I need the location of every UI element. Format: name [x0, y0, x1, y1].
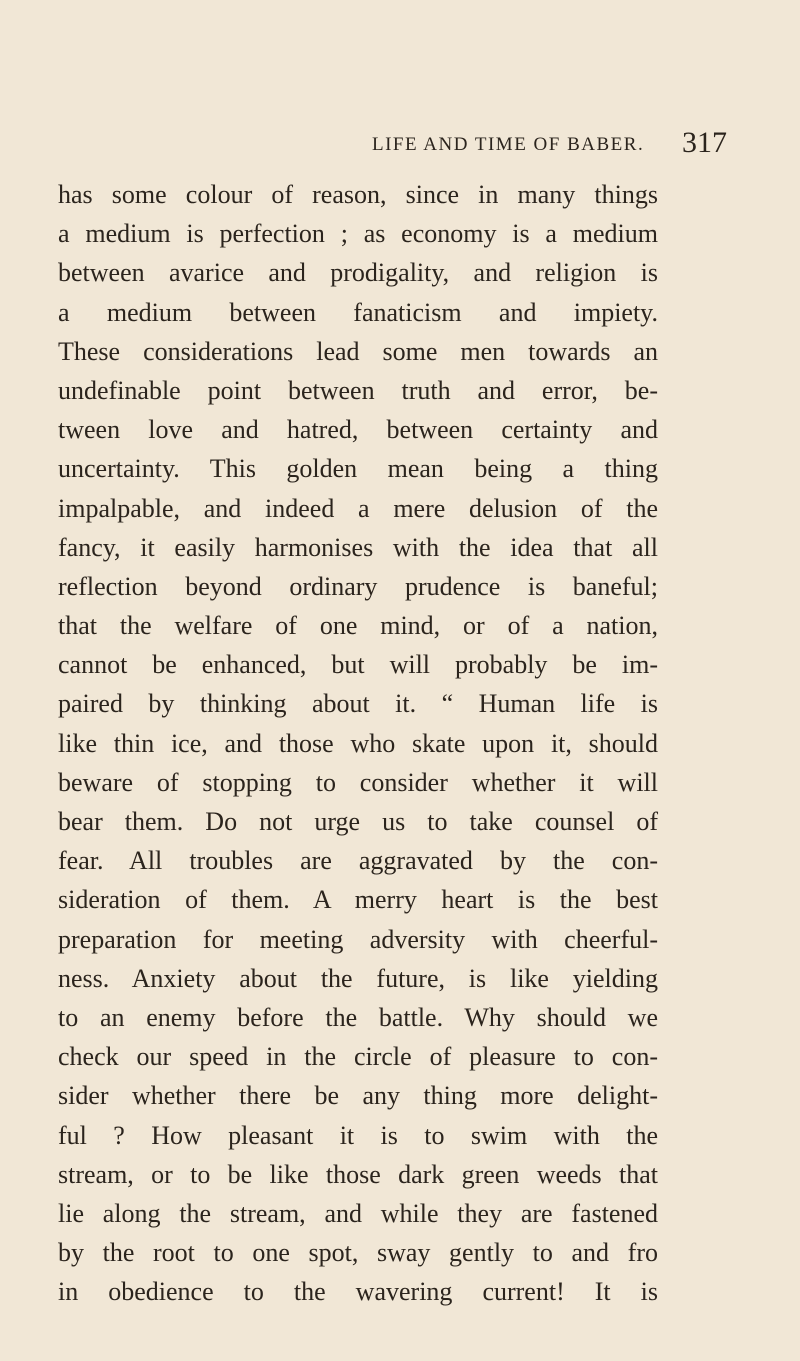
text-line: fear. All troubles are aggravated by the con-	[58, 846, 658, 876]
text-line: reflection beyond ordinary prudence is baneful;	[58, 571, 658, 601]
text-line: lie along the stream, and while they are fastened	[58, 1198, 658, 1228]
text-line: ful ? How pleasant it is to swim with the	[58, 1120, 658, 1150]
text-line: tween love and hatred, between certainty and	[58, 415, 658, 445]
text-line: bear them. Do not urge us to take counsel of	[58, 807, 658, 836]
text-line: a medium between fanaticism and impiety.	[58, 297, 658, 327]
text-line: sideration of them. A merry heart is the best	[58, 885, 658, 915]
running-head	[0, 126, 800, 162]
text-line: has some colour of reason, since in many things	[58, 180, 658, 209]
text-line: between avarice and prodigality, and religion is	[58, 258, 658, 288]
text-line: that the welfare of one mind, or of a nation,	[58, 611, 658, 641]
text-line: by the root to one spot, sway gently to and fro	[58, 1238, 658, 1268]
text-line: to an enemy before the battle. Why should we	[58, 1002, 658, 1032]
text-line: These considerations lead some men towards an	[58, 336, 658, 366]
text-line: like thin ice, and those who skate upon it, should	[58, 728, 658, 758]
running-title: LIFE AND TIME OF BABER.	[372, 134, 645, 155]
text-line: undefinable point between truth and error, be-	[58, 375, 658, 405]
text-line: paired by thinking about it. “ Human life is	[58, 689, 658, 719]
text-line: ness. Anxiety about the future, is like yielding	[58, 963, 658, 993]
text-line: impalpable, and indeed a mere delusion of the	[58, 493, 658, 523]
text-line: beware of stopping to consider whether it will	[58, 767, 658, 797]
text-line: cannot be enhanced, but will probably be im-	[58, 650, 658, 680]
body-text	[58, 175, 658, 1311]
page-number: 317	[682, 126, 727, 159]
text-line: uncertainty. This golden mean being a thing	[58, 454, 658, 484]
text-line: stream, or to be like those dark green weeds that	[58, 1159, 658, 1189]
text-line: in obedience to the wavering current! It is	[58, 1277, 658, 1307]
text-line: preparation for meeting adversity with cheerful-	[58, 924, 658, 954]
text-line: fancy, it easily harmonises with the idea that all	[58, 532, 658, 562]
text-line: a medium is perfection ; as economy is a medium	[58, 219, 658, 249]
text-line: check our speed in the circle of pleasure to con-	[58, 1042, 658, 1072]
text-line: sider whether there be any thing more delight-	[58, 1081, 658, 1111]
